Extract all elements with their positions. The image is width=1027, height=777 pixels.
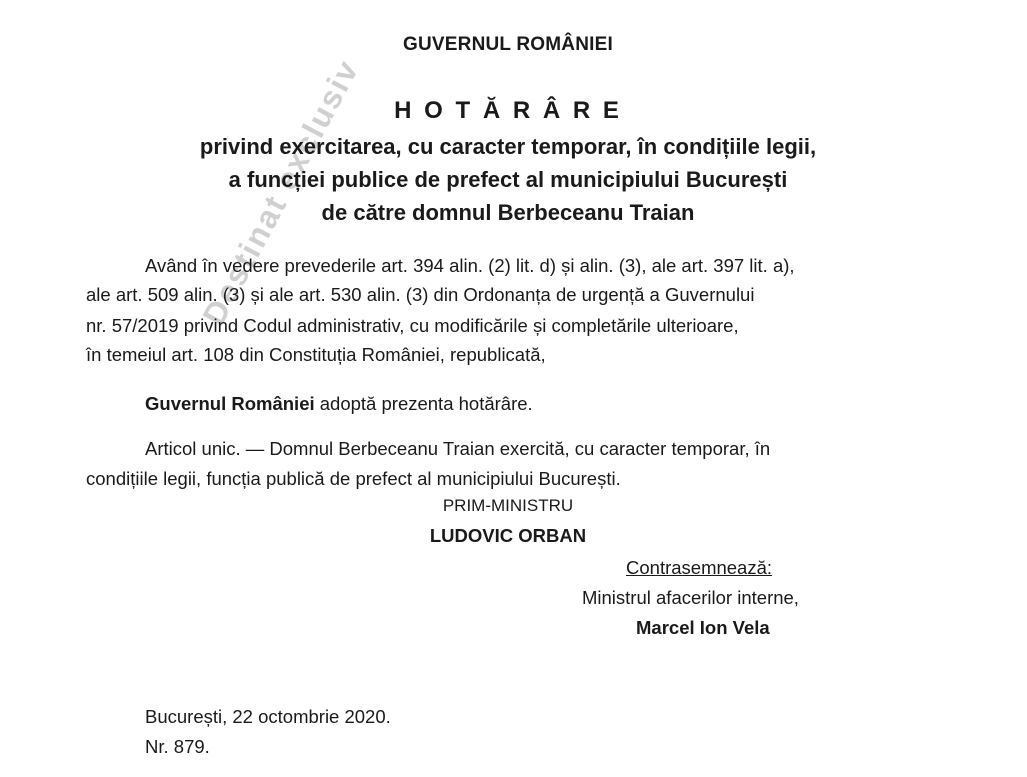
article-line-2: condițiile legii, funcția publică de prefect al municipiului București. — [86, 468, 621, 489]
document-type-heading: H O T Ă R Â R E — [394, 97, 622, 124]
signatory-title: PRIM-MINISTRU — [442, 496, 574, 515]
adoption-rest: adoptă prezenta hotărâre. — [314, 393, 533, 414]
watermark-stamp: Destinat exclusiv — [195, 53, 366, 331]
countersign-role: Ministrul afacerilor interne, — [582, 587, 799, 608]
preamble-line-2: ale art. 509 alin. (3) și ale art. 530 alin. (3) din Ordonanța de urgență a Guvernului — [86, 284, 755, 305]
preamble-line-1: Având în vedere prevederile art. 394 alin. (2) lit. d) și alin. (3), ale art. 397 lit. a), — [145, 255, 795, 276]
countersign-name: Marcel Ion Vela — [636, 617, 770, 638]
issuer-heading: GUVERNUL ROMÂNIEI — [403, 34, 613, 55]
title-line-2: a funcției publice de prefect al municipiului București — [228, 167, 788, 192]
title-line-1: privind exercitarea, cu caracter temporar, în condițiile legii, — [199, 134, 817, 159]
preamble-line-3: nr. 57/2019 privind Codul administrativ, cu modificările și completările ulterioare, — [86, 315, 739, 336]
adoption-subject: Guvernul României — [145, 393, 315, 414]
adoption-statement — [145, 393, 533, 415]
signatory-name: LUDOVIC ORBAN — [429, 525, 587, 546]
place-date: București, 22 octombrie 2020. — [145, 706, 391, 727]
article-line-1: Articol unic. — Domnul Berbeceanu Traian exercită, cu caracter temporar, în — [145, 438, 771, 459]
countersign-label: Contrasemnează: — [626, 557, 773, 578]
title-line-3: de către domnul Berbeceanu Traian — [321, 200, 695, 225]
preamble-line-4: în temeiul art. 108 din Constituția României, republicată, — [86, 344, 546, 365]
document-number: Nr. 879. — [145, 736, 210, 757]
